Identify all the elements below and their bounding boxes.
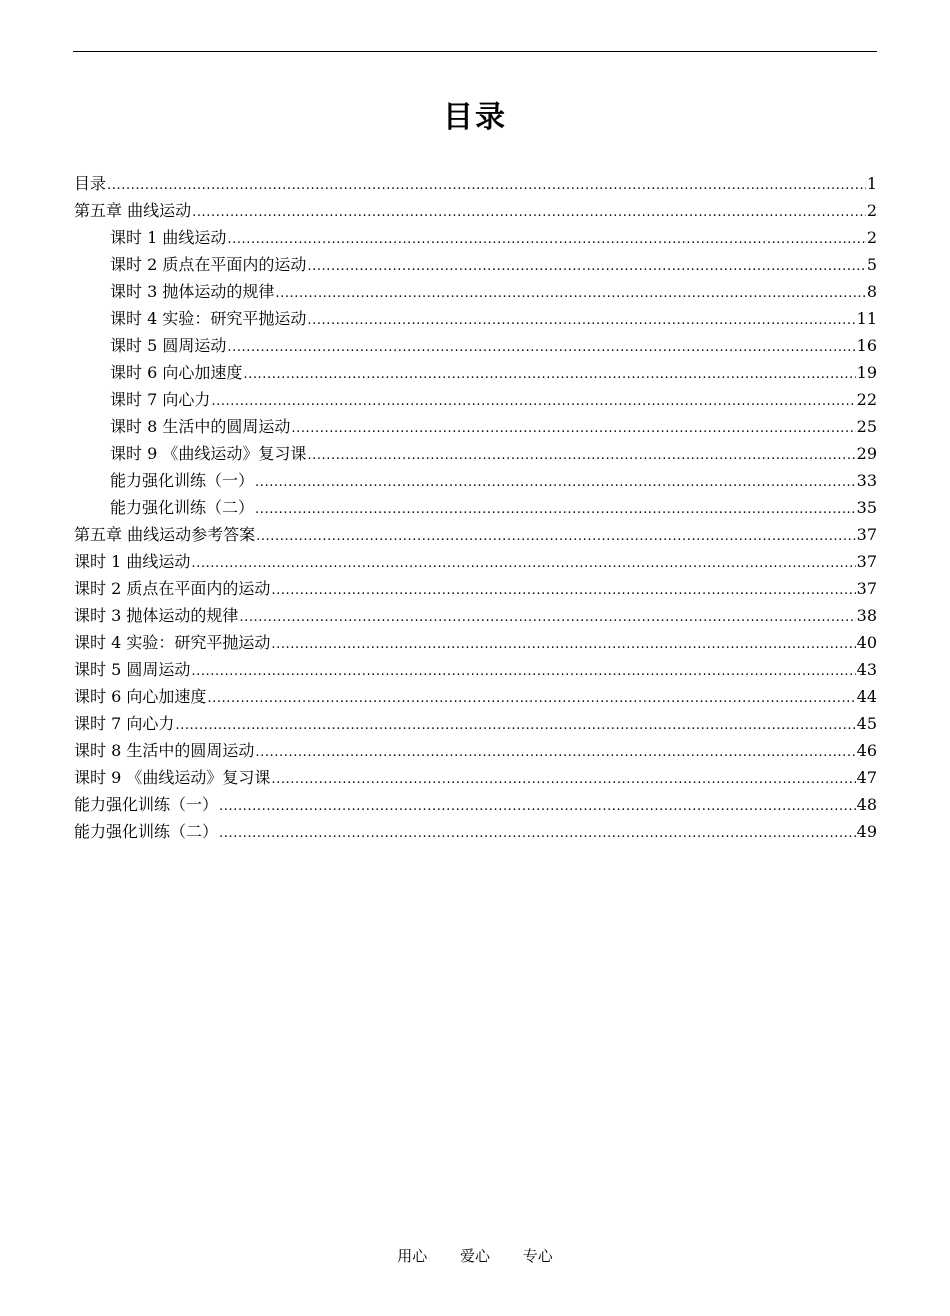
toc-entry[interactable] [74, 575, 877, 602]
toc-entry-page-number: 37 [856, 525, 877, 544]
toc-entry-page-number: 5 [866, 255, 877, 274]
toc-entry[interactable] [74, 359, 877, 386]
toc-dot-leader [307, 307, 855, 334]
toc-entry-label: 课时 1 曲线运动 [110, 228, 227, 247]
toc-entry-label: 课时 6 向心加速度 [74, 687, 207, 706]
toc-dot-leader [191, 550, 855, 577]
toc-entry[interactable] [74, 818, 877, 845]
toc-entry-label: 课时 1 曲线运动 [74, 552, 191, 571]
toc-entry-label: 能力强化训练（二） [74, 822, 219, 841]
toc-entry-label: 课时 3 抛体运动的规律 [74, 606, 239, 625]
toc-dot-leader [227, 226, 865, 253]
table-of-contents [74, 170, 877, 845]
toc-entry[interactable] [74, 629, 877, 656]
toc-entry-page-number: 48 [856, 795, 877, 814]
toc-entry[interactable] [74, 413, 877, 440]
toc-entry-page-number: 49 [856, 822, 877, 841]
toc-entry-label: 课时 6 向心加速度 [110, 363, 243, 382]
toc-entry[interactable] [74, 251, 877, 278]
toc-entry-label: 课时 9 《曲线运动》复习课 [110, 444, 307, 463]
toc-dot-leader [239, 604, 855, 631]
toc-dot-leader [291, 415, 855, 442]
toc-entry-page-number: 25 [856, 417, 877, 436]
toc-dot-leader [219, 820, 856, 847]
toc-entry-label: 课时 4 实验：研究平抛运动 [110, 309, 307, 328]
toc-dot-leader [211, 388, 855, 415]
toc-entry-label: 课时 2 质点在平面内的运动 [74, 579, 271, 598]
toc-entry-label: 能力强化训练（二） [110, 498, 255, 517]
toc-entry-page-number: 16 [856, 336, 877, 355]
toc-entry-page-number: 44 [856, 687, 877, 706]
toc-entry[interactable] [74, 683, 877, 710]
toc-entry-page-number: 46 [856, 741, 877, 760]
toc-dot-leader [271, 631, 855, 658]
toc-dot-leader [255, 496, 856, 523]
toc-entry[interactable] [74, 440, 877, 467]
toc-entry[interactable] [74, 170, 877, 197]
toc-dot-leader [227, 334, 855, 361]
toc-entry-page-number: 33 [856, 471, 877, 490]
toc-dot-leader [107, 172, 866, 199]
toc-entry-page-number: 47 [856, 768, 877, 787]
toc-entry-label: 课时 8 生活中的圆周运动 [74, 741, 255, 760]
toc-dot-leader [307, 253, 865, 280]
toc-dot-leader [243, 361, 855, 388]
toc-entry-page-number: 19 [856, 363, 877, 382]
toc-dot-leader [175, 712, 855, 739]
toc-entry-page-number: 37 [856, 552, 877, 571]
toc-entry-page-number: 11 [856, 309, 877, 328]
toc-dot-leader [271, 577, 855, 604]
toc-entry-page-number: 40 [856, 633, 877, 652]
page-title: 目录 [443, 100, 507, 135]
toc-entry[interactable] [74, 764, 877, 791]
toc-entry[interactable] [74, 737, 877, 764]
footer-text-2: 爱心 [459, 1247, 490, 1265]
footer-text-3: 专心 [522, 1247, 553, 1265]
toc-entry-label: 课时 5 圆周运动 [74, 660, 191, 679]
header-rule [73, 51, 877, 52]
toc-dot-leader [256, 523, 856, 550]
toc-entry[interactable] [74, 386, 877, 413]
toc-entry-label: 目录 [74, 174, 107, 193]
toc-entry[interactable] [74, 197, 877, 224]
footer-text-1: 用心 [397, 1247, 428, 1265]
toc-entry-page-number: 22 [856, 390, 877, 409]
toc-entry-label: 第五章 曲线运动 [74, 201, 192, 220]
toc-dot-leader [191, 658, 855, 685]
toc-dot-leader [255, 739, 855, 766]
toc-entry-page-number: 2 [866, 228, 877, 247]
toc-entry-page-number: 43 [856, 660, 877, 679]
toc-entry[interactable] [74, 278, 877, 305]
toc-entry-page-number: 38 [856, 606, 877, 625]
toc-dot-leader [307, 442, 855, 469]
toc-entry[interactable] [74, 494, 877, 521]
toc-entry[interactable] [74, 467, 877, 494]
toc-entry-page-number: 37 [856, 579, 877, 598]
toc-entry[interactable] [74, 224, 877, 251]
toc-entry[interactable] [74, 305, 877, 332]
toc-entry-page-number: 45 [856, 714, 877, 733]
toc-entry[interactable] [74, 548, 877, 575]
toc-entry-label: 课时 5 圆周运动 [110, 336, 227, 355]
toc-dot-leader [207, 685, 855, 712]
toc-dot-leader [219, 793, 856, 820]
toc-entry-label: 课时 2 质点在平面内的运动 [110, 255, 307, 274]
toc-entry[interactable] [74, 332, 877, 359]
toc-entry-label: 课时 4 实验：研究平抛运动 [74, 633, 271, 652]
toc-entry-page-number: 1 [866, 174, 877, 193]
toc-dot-leader [255, 469, 856, 496]
toc-entry-label: 能力强化训练（一） [110, 471, 255, 490]
toc-entry-label: 课时 7 向心力 [74, 714, 175, 733]
toc-entry[interactable] [74, 656, 877, 683]
toc-entry[interactable] [74, 602, 877, 629]
toc-entry[interactable] [74, 521, 877, 548]
toc-entry-label: 能力强化训练（一） [74, 795, 219, 814]
toc-dot-leader [271, 766, 855, 793]
toc-entry-label: 课时 8 生活中的圆周运动 [110, 417, 291, 436]
toc-entry-page-number: 8 [866, 282, 877, 301]
toc-dot-leader [192, 199, 866, 226]
toc-entry-label: 课时 9 《曲线运动》复习课 [74, 768, 271, 787]
toc-entry[interactable] [74, 791, 877, 818]
toc-dot-leader [275, 280, 865, 307]
toc-entry-page-number: 2 [866, 201, 877, 220]
toc-entry[interactable] [74, 710, 877, 737]
toc-entry-label: 第五章 曲线运动参考答案 [74, 525, 256, 544]
toc-entry-page-number: 29 [856, 444, 877, 463]
page-footer [0, 1245, 950, 1266]
toc-entry-page-number: 35 [856, 498, 877, 517]
toc-entry-label: 课时 3 抛体运动的规律 [110, 282, 275, 301]
toc-entry-label: 课时 7 向心力 [110, 390, 211, 409]
